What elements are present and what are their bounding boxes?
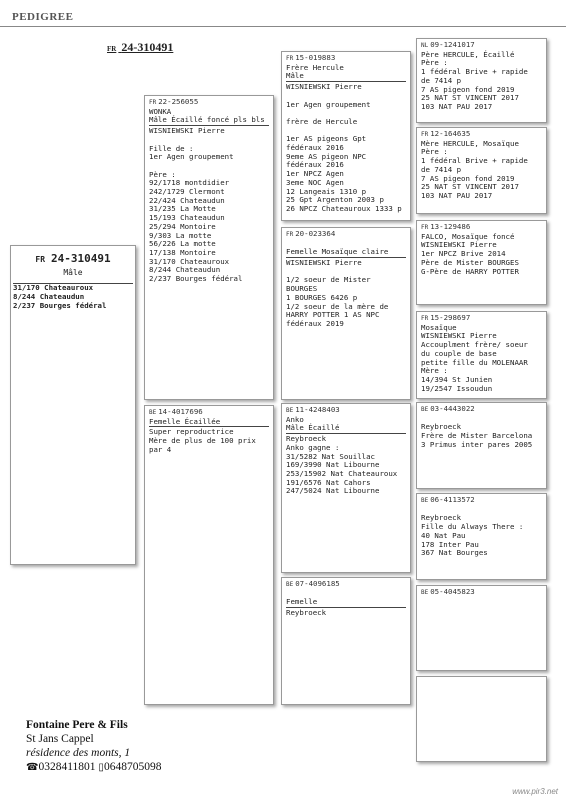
card-line: Fille de : [149, 143, 194, 153]
card-line: 26 NPCZ Chateauroux 1333 p [286, 203, 402, 213]
card-line: Frère Hercule [286, 62, 344, 72]
card-line: 22/424 Chateaudun [149, 195, 225, 205]
card-line: Père : [149, 169, 176, 179]
card-line: 31/170 Chateauroux [149, 256, 230, 266]
card-line: 1/2 soeur de la mère de [286, 301, 389, 311]
card-ring-number [286, 230, 406, 240]
card-line: Père : [421, 147, 448, 157]
top-country: FR [107, 45, 117, 53]
card-line: 7 AS pigeon fond 2019 [421, 173, 515, 183]
card-line: de 7414 p [421, 164, 462, 174]
card-country: FR [421, 131, 429, 138]
card-country: BE [421, 497, 429, 504]
card-line: Anko gagne : [286, 442, 340, 452]
card-line: 25/294 Montoire [149, 221, 216, 231]
card-ring: 15-298697 [430, 313, 471, 322]
card-line: WISNIEWSKI Pierre [286, 258, 362, 268]
card-ring: 03-4443022 [430, 404, 475, 413]
card-ring-number [286, 406, 406, 416]
breeder-mobile: 0648705098 [103, 761, 162, 773]
card-country: FR [286, 231, 294, 238]
root-sex: Mâle [13, 269, 133, 285]
card-ring: 13-129486 [430, 222, 471, 231]
card-line: Reybroeck [421, 513, 462, 523]
pedigree-card-sire[interactable] [144, 95, 274, 400]
card-line: 1/2 soeur de Mister [286, 275, 371, 285]
card-ring: 12-164635 [430, 129, 471, 138]
card-line: 8/244 Chateaudun [149, 265, 221, 275]
card-line: WISNIEWSKI Pierre [421, 331, 497, 341]
card-line: Anko [286, 414, 304, 424]
card-line: WISNIEWSKI Pierre [149, 126, 225, 136]
phone-icon: ☎ [26, 762, 39, 773]
card-sex: Mâle Écaillé foncé pls bls [149, 116, 269, 126]
card-ring-number [421, 588, 542, 598]
pedigree-card-sd[interactable] [281, 227, 411, 400]
card-sex: Femelle [286, 598, 406, 608]
card-line: Mosaïque [421, 322, 457, 332]
card-line: 56/226 La motte [149, 239, 216, 249]
card-line: 7 AS pigeon fond 2019 [421, 84, 515, 94]
card-line: 2/237 Bourges fédéral [149, 274, 243, 284]
card-line: 19/2547 Issoudun [421, 383, 493, 393]
card-line: Reybroeck [286, 434, 327, 444]
card-line: 169/3990 Nat Libourne [286, 460, 380, 470]
card-ring-number [286, 580, 406, 590]
card-sex: Mâle Écaillé [286, 424, 406, 434]
card-line: fédéraux 2016 [286, 160, 344, 170]
card-ring: 15-019883 [295, 53, 336, 62]
root-result-line: 2/237 Bourges fédéral [13, 300, 107, 310]
root-country: FR [35, 255, 46, 264]
card-line: 31/5282 Nat Souillac [286, 451, 375, 461]
card-line: 1er AS pigeons Gpt [286, 134, 367, 144]
card-ring: 09-1241017 [430, 40, 475, 49]
card-line: 1 fédéral Brive + rapide [421, 67, 528, 77]
root-ring: 24-310491 [51, 252, 111, 265]
card-ring: 06-4113572 [430, 495, 475, 504]
card-line: 253/15902 Nat Chateauroux [286, 468, 398, 478]
pedigree-card-ds[interactable] [281, 403, 411, 573]
card-line: 191/6576 Nat Cahors [286, 477, 371, 487]
card-line: WISNIEWSKI Pierre [421, 240, 497, 250]
card-sex: Mâle [286, 72, 406, 82]
card-line: 25 NAT ST VINCENT 2017 [421, 182, 519, 192]
pedigree-card-sdd[interactable] [416, 311, 547, 399]
card-line: 242/1729 Clermont [149, 187, 225, 196]
pedigree-card-dsd[interactable] [416, 493, 547, 580]
card-line: 15/193 Chateaudun [149, 213, 225, 223]
card-line: G-Père de HARRY POTTER [421, 266, 519, 276]
card-ring-number [421, 679, 542, 689]
card-country: NL [421, 42, 429, 49]
card-line: Mère HERCULE, Mosaïque [421, 138, 519, 148]
pedigree-card-ssd[interactable] [416, 127, 547, 214]
site-watermark: www.pir3.net [512, 787, 558, 796]
breeder-town: St Jans Cappel [26, 733, 94, 745]
pedigree-card-sss[interactable] [416, 38, 547, 123]
card-line: 103 NAT PAU 2017 [421, 101, 493, 111]
card-country: FR [421, 224, 429, 231]
top-ring-number [107, 40, 173, 55]
card-line: Super reproductrice [149, 427, 234, 437]
card-country: BE [149, 409, 157, 416]
pedigree-card-sds[interactable] [416, 220, 547, 305]
card-line: 12 Langeais 1310 p [286, 186, 367, 196]
pedigree-card-dam[interactable] [144, 405, 274, 705]
card-line: 3 Primus inter pares 2005 [421, 439, 533, 449]
card-line: Mère de plus de 100 prix [149, 436, 256, 446]
card-line: 178 Inter Pau [421, 539, 479, 549]
card-line: Reybroeck [286, 608, 327, 618]
card-line: de 7414 p [421, 75, 462, 85]
card-ring: 22-256055 [158, 97, 199, 106]
card-line: 103 NAT PAU 2017 [421, 190, 493, 200]
card-line: FALCO, Mosaïque foncé [421, 231, 515, 241]
card-line: 1er Agen groupement [149, 152, 234, 162]
card-line: WISNIEWSKI Pierre [286, 82, 362, 92]
pedigree-card-dss[interactable] [416, 402, 547, 489]
breeder-name: Fontaine Pere & Fils [26, 719, 128, 731]
breeder-address: résidence des monts, 1 [26, 747, 131, 759]
pedigree-card-ddd[interactable] [416, 676, 547, 762]
card-ring-number [421, 496, 542, 506]
card-line: 1er NPCZ Agen [286, 169, 344, 179]
card-line: 25 Gpt Argenton 2003 p [286, 195, 384, 205]
card-line: Père HERCULE, Écaillé [421, 49, 515, 59]
card-line: 31/235 La Motte [149, 204, 216, 214]
card-line: Reybroeck [421, 422, 462, 432]
card-line: 40 Nat Pau [421, 530, 466, 540]
root-result-line: 8/244 Chateaudun [13, 292, 85, 302]
card-line: 3eme NOC Agen [286, 177, 344, 187]
card-line: 17/138 Montoire [149, 247, 216, 257]
breeder-phones [26, 760, 161, 775]
card-ring: 11-4248403 [295, 405, 340, 414]
card-line: HARRY POTTER 1 AS NPC [286, 310, 380, 320]
card-line: fédéraux 2019 [286, 319, 344, 328]
breeder-info [26, 718, 161, 775]
mobile-icon: ▯ [98, 762, 104, 773]
root-lines [13, 284, 133, 310]
card-line: BOURGES [286, 284, 318, 294]
card-country: FR [149, 99, 157, 106]
card-line: Mère : [421, 366, 448, 376]
card-country: FR [421, 315, 429, 322]
card-sex: Femelle Mosaïque claire [286, 248, 406, 258]
card-line: 9eme AS pigeon NPC [286, 151, 367, 161]
card-line: 1 fédéral Brive + rapide [421, 156, 528, 166]
card-line: du couple de base [421, 348, 497, 358]
card-ring: 14-4017696 [158, 407, 203, 416]
pedigree-card-ss[interactable] [281, 51, 411, 221]
card-ring: 20-023364 [295, 229, 336, 238]
card-country: BE [286, 581, 294, 588]
pedigree-card-dd[interactable] [281, 577, 411, 705]
root-result-line: 31/170 Chateauroux [13, 283, 94, 293]
header-divider [0, 26, 566, 27]
card-country: BE [421, 406, 429, 413]
card-line: 1er Agen groupement [286, 99, 371, 109]
card-line: Père : [421, 58, 448, 68]
card-line: par 4 [149, 444, 172, 454]
card-line: Père de Mister BOURGES [421, 257, 519, 267]
card-sex: Femelle Écaillée [149, 418, 269, 428]
card-line: Frère de Mister Barcelona [421, 431, 533, 441]
card-line: frère de Hercule [286, 116, 358, 126]
card-line: 9/303 La motte [149, 230, 212, 240]
card-line: 247/5024 Nat Libourne [286, 486, 380, 496]
root-card[interactable] [10, 245, 136, 565]
card-line: 14/394 St Junien [421, 374, 493, 384]
card-ring: 05-4045823 [430, 587, 475, 596]
card-country: BE [286, 407, 294, 414]
breeder-phone: 0328411801 [38, 761, 96, 773]
pedigree-card-dds[interactable] [416, 585, 547, 671]
card-line: 25 NAT ST VINCENT 2017 [421, 93, 519, 103]
card-ring-number [421, 405, 542, 415]
card-line: 1 BOURGES 6426 p [286, 292, 358, 302]
card-line: 92/1718 montdidier [149, 178, 230, 188]
card-line: 367 Nat Bourges [421, 548, 488, 558]
card-ring: 07-4096185 [295, 579, 340, 588]
top-ring: 24-310491 [121, 40, 174, 54]
card-line: petite fille du MOLENAAR [421, 357, 528, 367]
card-country: BE [421, 589, 429, 596]
card-line: Fille du Always There : [421, 522, 524, 532]
card-line: WONKA [149, 106, 172, 116]
card-country: FR [286, 55, 294, 62]
card-line: fédéraux 2016 [286, 142, 344, 152]
page-title: PEDIGREE [12, 11, 74, 23]
card-line: 1er NPCZ Brive 2014 [421, 249, 506, 259]
card-line: Accouplment frère/ soeur [421, 340, 528, 350]
